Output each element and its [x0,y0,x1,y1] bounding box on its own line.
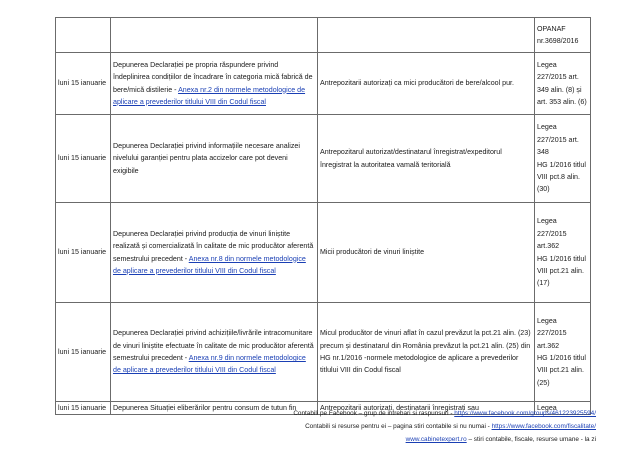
description-cell [111,115,318,203]
legal-basis-line: HG 1/2016 titlul [537,160,586,169]
deadline-cell: luni 15 ianuarie [56,115,111,203]
legal-basis-line: Legea [537,316,557,325]
table-row [56,115,591,203]
legal-basis-line: VIII pct.8 alin. [537,172,580,181]
obligations-table-body [56,18,591,415]
legal-basis-line: Legea [537,123,557,132]
legal-basis-cell [535,18,591,53]
deadline-cell [56,18,111,53]
deadline-cell: luni 15 ianuarie [56,53,111,115]
table-row [56,53,591,115]
description-text: Depunerea Situației eliberărilor pentru consum de tutun fin [113,404,297,412]
table-row [56,18,591,53]
description-text: Depunerea Declarației privind achizițiile/livrările intracomunitare de vinuri liniștite efectuate în calitate de mic producător aferentă semestrului precedent - [113,329,314,362]
legal-basis-line: HG 1/2016 titlul [537,354,586,362]
description-cell [111,303,318,402]
page-footer [293,407,596,446]
recipients-cell: Micii producători de vinuri liniștite [318,203,535,303]
legal-basis-cell [535,115,591,203]
description-text: Depunerea Declarației privind informațiile necesare analizei nivelului garanției pentru plata accizelor care pot deveni exigibile [113,141,300,175]
legal-basis-line: 227/2015 [537,229,567,238]
legal-basis-line: Legea [537,60,557,69]
description-cell [111,402,318,415]
legal-basis-cell [535,53,591,115]
table-row [56,203,591,303]
footer-line-facebook-group [293,407,596,420]
legal-basis-line: Legea [537,404,557,412]
recipients-cell: Micul producător de vinuri aflat în cazul prevăzut la pct.21 alin. (23) precum și destinatarul din România prevăzut la pct.21 alin. (25) din HG nr.1/2016 -normele metodologice de aplicare a prevederilor titlului VIII din Codul fiscal [318,303,535,402]
description-text: Depunerea Declarației pe propria răspundere privind îndeplinirea condițiilor de încadrare în categoria mică fabrică de bere/mică distilerie - [113,60,313,94]
legal-basis-line: VIII pct.21 alin. [537,266,584,275]
legal-basis-line: 348 [537,148,549,157]
description-cell [111,18,318,53]
table-row [56,303,591,402]
recipients-cell: Antrepozitarii autorizați ca mici producători de bere/alcool pur. [318,53,535,115]
website-link[interactable]: www.cabinetexpert.ro [405,436,467,443]
legal-basis-line: art.362 [537,242,560,251]
legal-basis-line: art.362 [537,341,560,350]
recipients-cell: Antrepozitarii autorizați, destinatarii înregistrați sau [318,402,535,415]
legal-basis-line: (25) [537,378,550,387]
legal-basis-line: (17) [537,279,550,288]
deadline-cell: luni 15 ianuarie [56,203,111,303]
legal-basis-line: art. 353 alin. (6) [537,97,587,106]
legal-basis-cell [535,203,591,303]
recipients-cell [318,18,535,53]
legal-basis-line: 227/2015 art. [537,135,579,144]
legal-basis-line: 227/2015 art. [537,73,579,82]
legal-basis-line: 349 alin. (8) și [537,85,582,94]
legal-basis-line: nr.3698/2016 [537,37,579,45]
legal-basis-line: VIII pct.21 alin. [537,366,584,375]
annex-link[interactable]: Anexa nr.8 din normele metodologice de aplicare a prevederilor titlului VIII din Codul fiscal [113,254,306,275]
legal-basis-line: Legea [537,217,557,226]
deadline-cell: luni 15 ianuarie [56,303,111,402]
annex-link[interactable]: Anexa nr.2 din normele metodologice de aplicare a prevederilor titlului VIII din Codul fiscal [113,85,306,106]
legal-basis-line: 227/2015 [537,329,567,338]
legal-basis-cell [535,303,591,402]
description-cell [111,203,318,303]
deadline-cell: luni 15 ianuarie [56,402,111,415]
footer-line-website [293,433,596,446]
description-cell [111,53,318,115]
recipients-cell: Antrepozitarul autorizat/destinatarul înregistrat/expeditorul înregistrat la autoritatea vamală teritorială [318,115,535,203]
legal-basis-line: (30) [537,185,550,194]
footer-website-text: – stiri contabile, fiscale, resurse umane - la zi [466,436,596,443]
facebook-page-link[interactable]: https://www.facebook.com/fiscalitate/ [491,423,596,430]
description-text: Depunerea Declarației privind producția de vinuri liniștite realizată și comercializată în calitate de mic producător aferentă semestrului precedent - [113,229,314,263]
legal-basis-line: HG 1/2016 titlul [537,254,586,263]
footer-facebook-group-text: Contabili pe Facebook – grup de intrebari si raspunsuri - [293,410,455,417]
footer-facebook-page-text: Contabili si resurse pentru ei – pagina stiri contabile si nu numai - [305,423,492,430]
obligations-table [55,17,591,415]
annex-link[interactable]: Anexa nr.9 din normele metodologice de aplicare a prevederilor titlului VIII din Codul fiscal [113,354,306,375]
footer-line-facebook-page [293,420,596,433]
facebook-group-link[interactable]: https://www.facebook.com/groups/461223925594/ [454,410,596,417]
legal-basis-line: OPANAF [537,24,566,33]
